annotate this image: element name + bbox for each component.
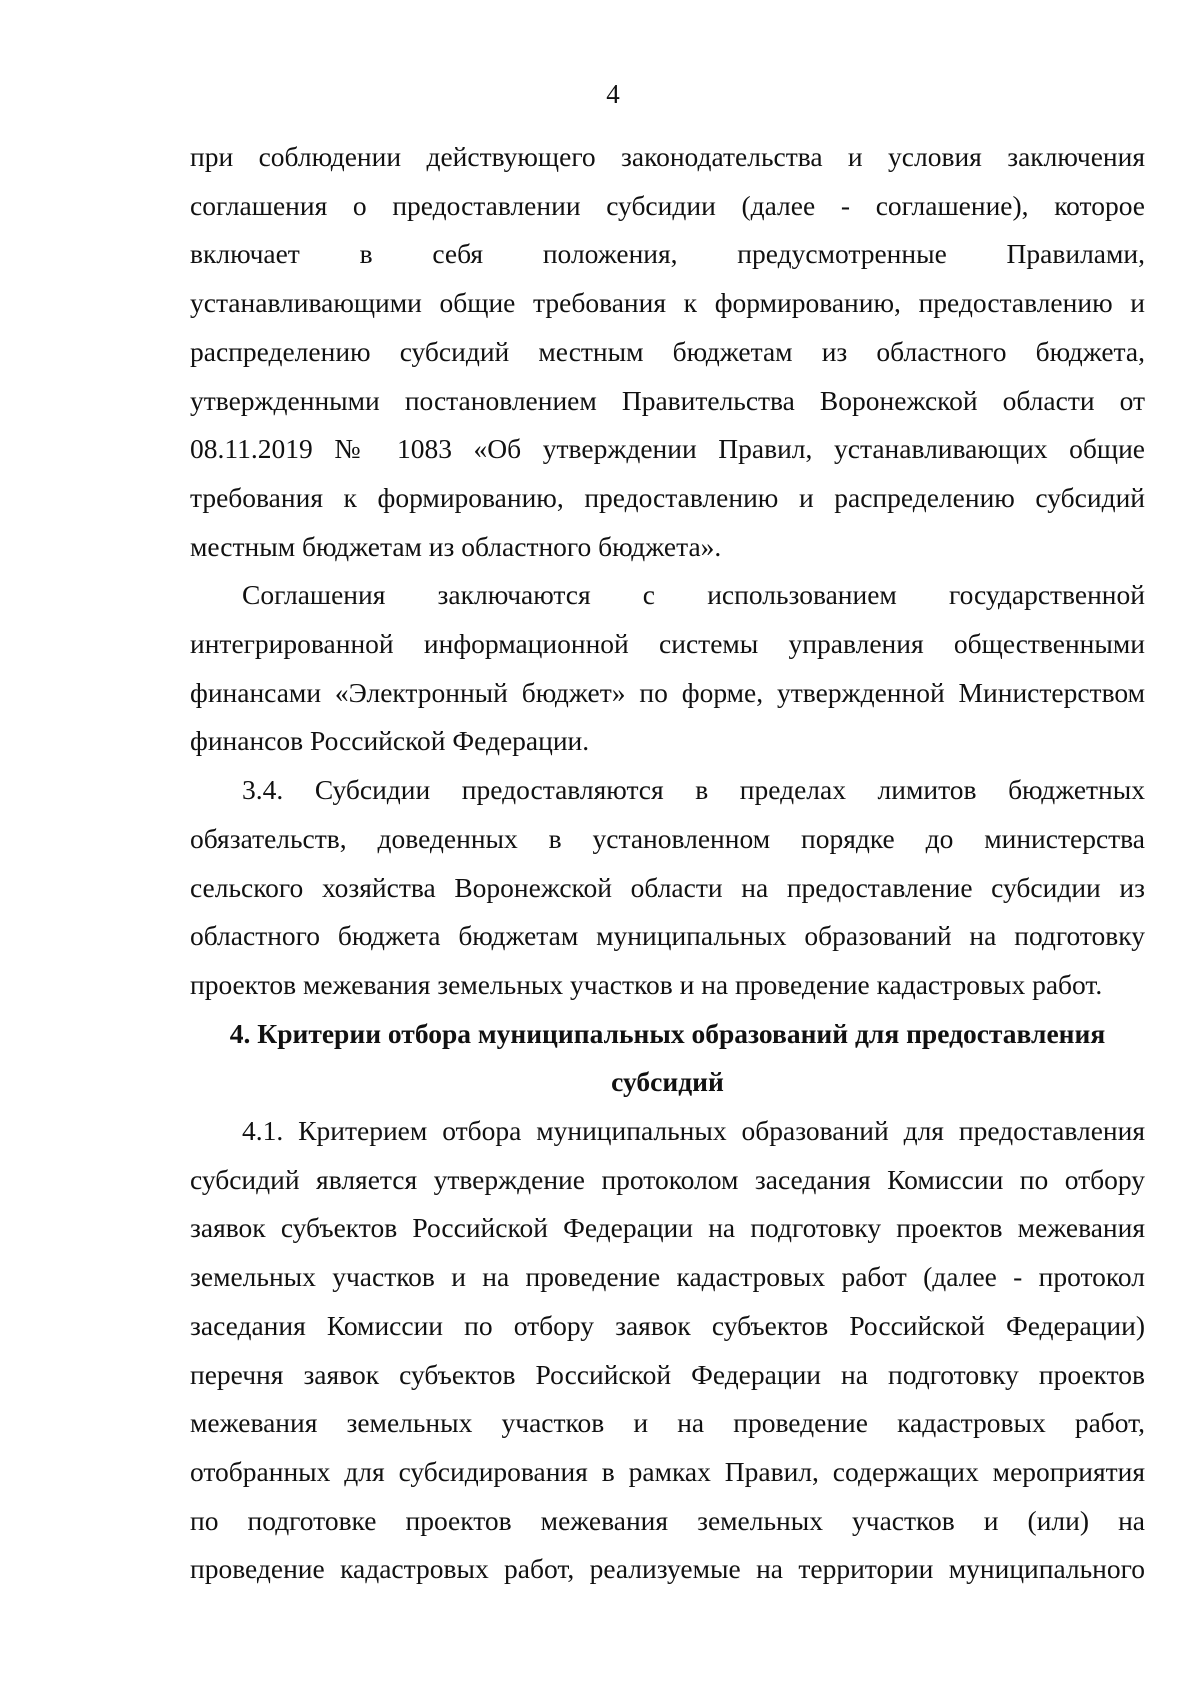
- text-line: обязательств, доведенных в установленном порядке до министерства: [190, 822, 1145, 854]
- text-line: по подготовке проектов межевания земельных участков и (или) на: [190, 1504, 1145, 1536]
- text-line: устанавливающими общие требования к формированию, предоставлению и: [190, 287, 1145, 319]
- paragraph-3-4-subsidy-limits: [190, 766, 1145, 1010]
- text-line: требования к формированию, предоставлению и распределению субсидий: [190, 481, 1145, 513]
- text-line: проектов межевания земельных участков и на проведение кадастровых работ.: [190, 968, 1103, 1000]
- text-line: распределению субсидий местным бюджетам из областного бюджета,: [190, 335, 1145, 367]
- heading-line: субсидий: [611, 1066, 724, 1098]
- text-line: интегрированной информационной системы управления общественными: [190, 628, 1145, 660]
- text-line: земельных участков и на проведение кадастровых работ (далее - протокол: [190, 1261, 1145, 1293]
- section-heading-4: [190, 1010, 1145, 1107]
- text-line: проведение кадастровых работ, реализуемые на территории муниципального: [190, 1553, 1145, 1585]
- heading-line: 4. Критерии отбора муниципальных образований для предоставления: [229, 1017, 1106, 1049]
- paragraph-electronic-budget: [190, 571, 1145, 766]
- text-line: соглашения о предоставлении субсидии (далее - соглашение), которое: [190, 189, 1145, 221]
- text-line: утвержденными постановлением Правительства Воронежской области от: [190, 384, 1145, 416]
- text-line: финансами «Электронный бюджет» по форме, утвержденной Министерством: [190, 676, 1145, 708]
- text-line: 3.4. Субсидии предоставляются в пределах лимитов бюджетных: [242, 774, 1145, 806]
- text-line: Соглашения заключаются с использованием государственной: [242, 579, 1145, 611]
- text-line: перечня заявок субъектов Российской Федерации на подготовку проектов: [190, 1358, 1145, 1390]
- text-line: 4.1. Критерием отбора муниципальных образований для предоставления: [242, 1115, 1145, 1147]
- paragraph-4-1-selection-criterion: [190, 1107, 1145, 1594]
- text-line: при соблюдении действующего законодательства и условия заключения: [190, 141, 1145, 172]
- text-line: межевания земельных участков и на проведение кадастровых работ,: [190, 1407, 1145, 1439]
- text-line: областного бюджета бюджетам муниципальных образований на подготовку: [190, 920, 1145, 952]
- text-line: заявок субъектов Российской Федерации на подготовку проектов межевания: [190, 1212, 1145, 1244]
- document-body: [190, 133, 1145, 1594]
- paragraph-agreement-conditions: [190, 133, 1145, 571]
- text-line: финансов Российской Федерации.: [190, 725, 590, 757]
- text-line: сельского хозяйства Воронежской области на предоставление субсидии из: [190, 871, 1145, 903]
- text-line: заседания Комиссии по отбору заявок субъектов Российской Федерации): [190, 1309, 1145, 1341]
- text-line: местным бюджетам из областного бюджета».: [190, 530, 722, 562]
- text-line: 08.11.2019 № 1083 «Об утверждении Правил, устанавливающих общие: [190, 433, 1145, 465]
- text-line: отобранных для субсидирования в рамках Правил, содержащих мероприятия: [190, 1455, 1145, 1487]
- text-line: субсидий является утверждение протоколом заседания Комиссии по отбору: [190, 1163, 1145, 1195]
- text-line: включает в себя положения, предусмотренные Правилами,: [190, 238, 1145, 270]
- page-number: 4: [606, 79, 620, 109]
